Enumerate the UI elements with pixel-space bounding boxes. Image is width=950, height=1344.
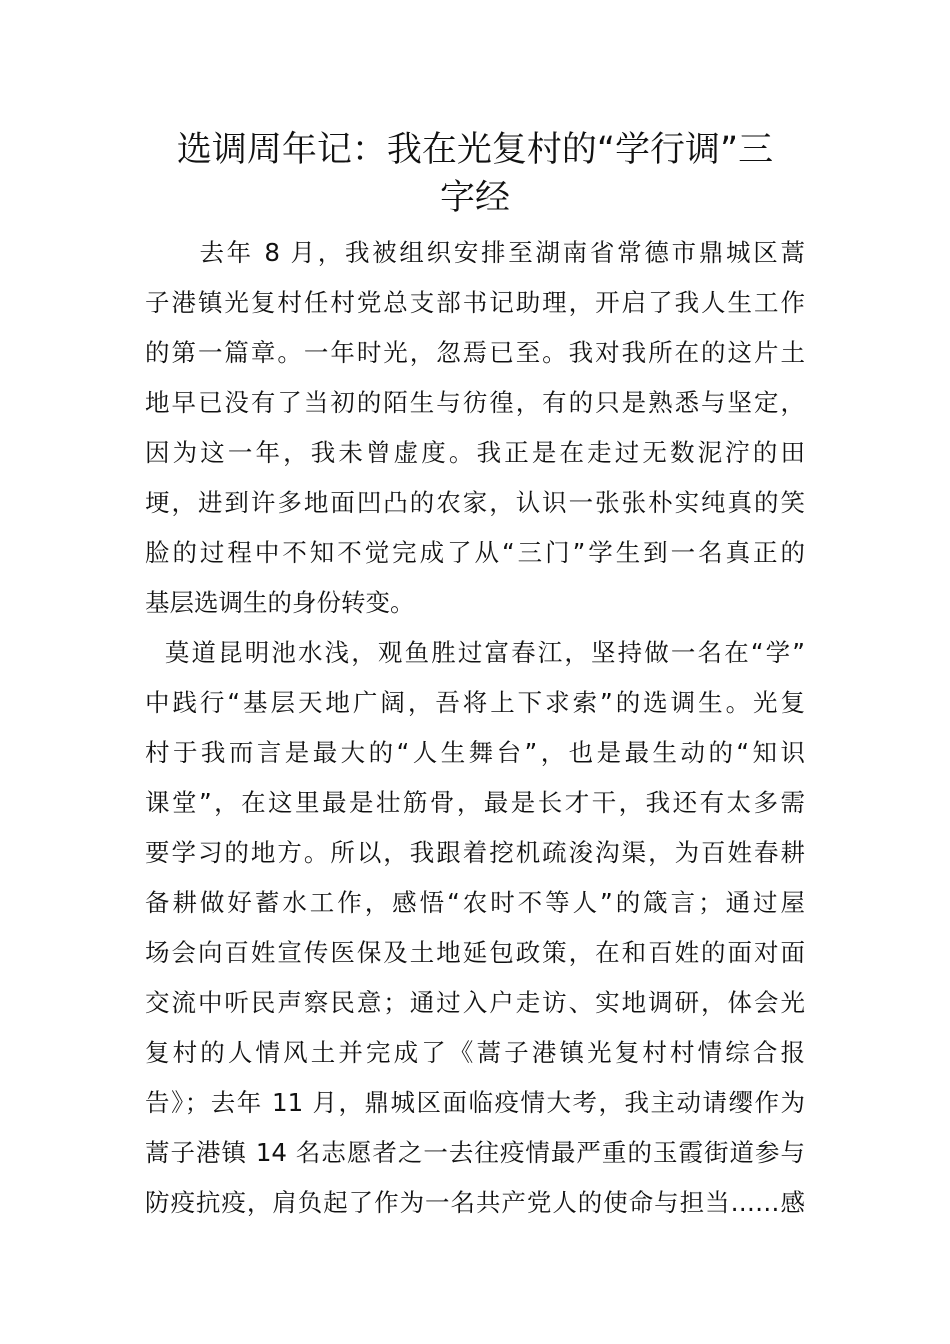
body-line: 埂，进到许多地面凹凸的农家，认识一张张朴实纯真的笑 [145,488,805,517]
body-line: 去年 8 月，我被组织安排至湖南省常德市鼎城区蒿 [145,238,805,267]
title-line-1: 选调周年记：我在光复村的“学行调”三 [176,130,774,170]
body-line: 告》；去年 11 月，鼎城区面临疫情大考，我主动请缨作为 [145,1088,805,1117]
body-line: 防疫抗疫，肩负起了作为一名共产党人的使命与担当……感 [145,1188,805,1217]
title-line-2: 字经 [439,178,510,218]
body-line: 蒿子港镇 14 名志愿者之一去往疫情最严重的玉霞街道参与 [145,1138,805,1167]
body-line: 中践行“基层天地广阔，吾将上下求索”的选调生。光复 [145,688,805,717]
body-line: 要学习的地方。所以，我跟着挖机疏浚沟渠，为百姓春耕 [145,838,805,867]
body-line: 村于我而言是最大的“人生舞台”，也是最生动的“知识 [145,738,805,767]
body-line: 备耕做好蓄水工作，感悟“农时不等人”的箴言；通过屋 [145,888,805,917]
body-line: 复村的人情风土并完成了《蒿子港镇光复村村情综合报 [145,1038,805,1067]
body-line: 交流中听民声察民意；通过入户走访、实地调研，体会光 [145,988,805,1017]
body-line: 地早已没有了当初的陌生与彷徨，有的只是熟悉与坚定， [145,388,805,417]
body-line: 基层选调生的身份转变。 [145,588,415,617]
body-line: 莫道昆明池水浅，观鱼胜过富春江，坚持做一名在“学” [145,638,805,667]
body-line: 课堂”，在这里最是壮筋骨，最是长才干，我还有太多需 [145,788,805,817]
body-line: 场会向百姓宣传医保及土地延包政策，在和百姓的面对面 [145,938,805,967]
document-body [145,228,805,1228]
body-line: 子港镇光复村任村党总支部书记助理，开启了我人生工作 [145,288,805,317]
body-line: 因为这一年，我未曾虚度。我正是在走过无数泥泞的田 [145,438,805,467]
body-line: 脸的过程中不知不觉完成了从“三门”学生到一名真正的 [145,538,805,567]
body-line: 的第一篇章。一年时光，忽焉已至。我对我所在的这片土 [145,338,805,367]
document-title [145,126,805,222]
